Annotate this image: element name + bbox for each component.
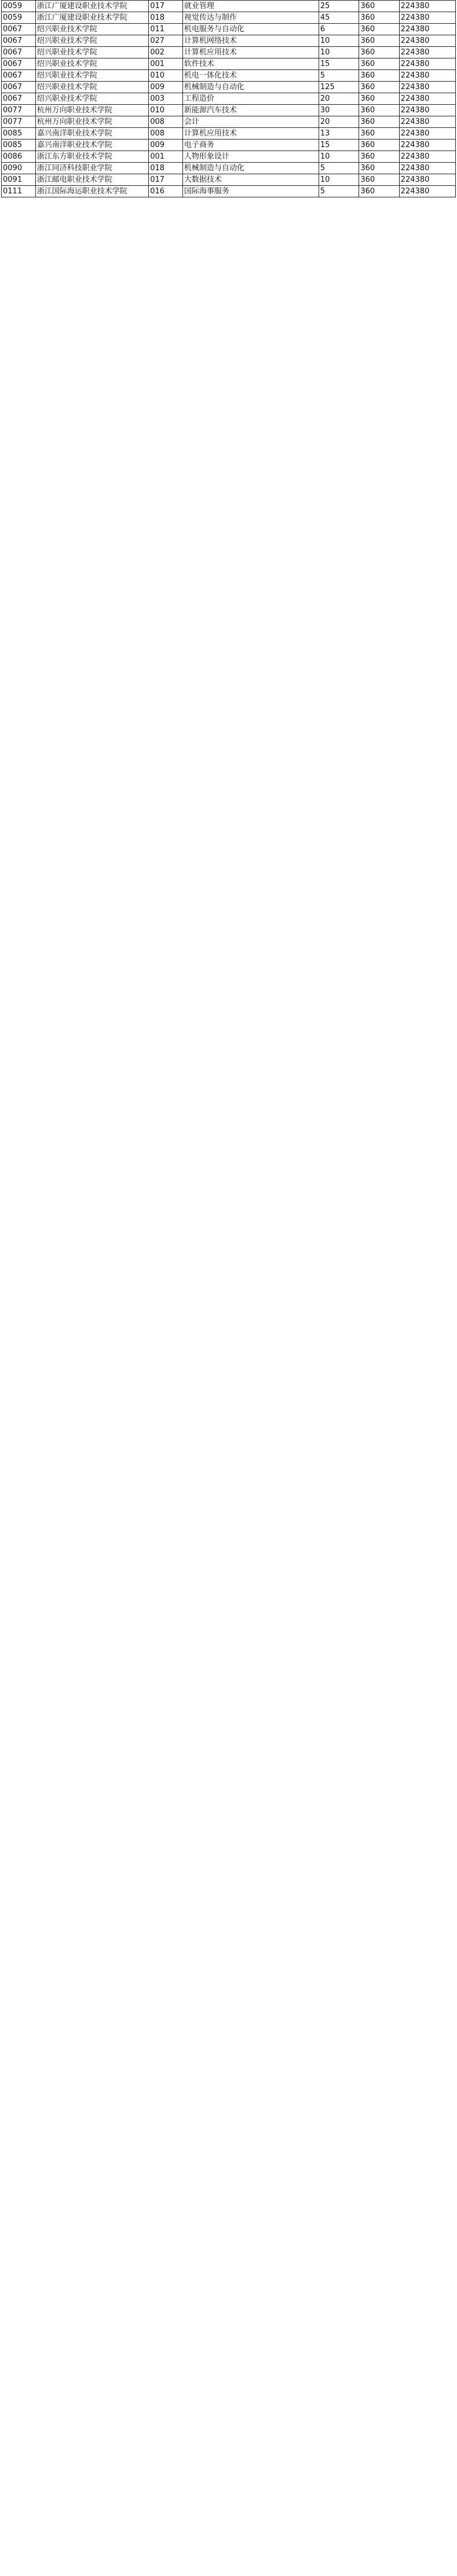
- program-code-cell: 009: [149, 82, 183, 93]
- program-code-cell: 009: [149, 140, 183, 151]
- school-name-cell: 浙江东方职业技术学院: [35, 151, 148, 163]
- plan-count-cell: 13: [319, 128, 359, 140]
- program-name-cell: 机电服务与自动化: [182, 24, 319, 35]
- program-name-cell: 大数据技术: [182, 174, 319, 186]
- school-name-cell: 绍兴职业技术学院: [35, 24, 148, 35]
- table-row: [2, 35, 456, 47]
- min-rank-cell: 224380: [399, 116, 455, 128]
- min-rank-cell: 224380: [399, 12, 455, 24]
- admission-score-table: [1, 0, 456, 197]
- plan-count-cell: 125: [319, 82, 359, 93]
- program-code-cell: 001: [149, 58, 183, 70]
- school-code-cell: 0077: [2, 116, 36, 128]
- min-rank-cell: 224380: [399, 151, 455, 163]
- school-code-cell: 0085: [2, 128, 36, 140]
- program-name-cell: 计算机应用技术: [182, 47, 319, 58]
- min-rank-cell: 224380: [399, 186, 455, 197]
- plan-count-cell: 10: [319, 151, 359, 163]
- school-code-cell: 0067: [2, 24, 36, 35]
- school-name-cell: 绍兴职业技术学院: [35, 58, 148, 70]
- min-rank-cell: 224380: [399, 82, 455, 93]
- plan-count-cell: 30: [319, 105, 359, 116]
- school-name-cell: 浙江广厦建设职业技术学院: [35, 1, 148, 12]
- table-row: [2, 12, 456, 24]
- program-name-cell: 电子商务: [182, 140, 319, 151]
- table-row: [2, 47, 456, 58]
- school-name-cell: 浙江广厦建设职业技术学院: [35, 12, 148, 24]
- table-row: [2, 174, 456, 186]
- plan-count-cell: 10: [319, 35, 359, 47]
- table-row: [2, 93, 456, 105]
- table-row: [2, 105, 456, 116]
- plan-count-cell: 25: [319, 1, 359, 12]
- school-name-cell: 绍兴职业技术学院: [35, 93, 148, 105]
- school-name-cell: 浙江同济科技职业学院: [35, 163, 148, 174]
- school-code-cell: 0059: [2, 12, 36, 24]
- table-row: [2, 82, 456, 93]
- program-code-cell: 002: [149, 47, 183, 58]
- min-rank-cell: 224380: [399, 35, 455, 47]
- min-rank-cell: 224380: [399, 70, 455, 82]
- program-code-cell: 027: [149, 35, 183, 47]
- school-code-cell: 0090: [2, 163, 36, 174]
- min-rank-cell: 224380: [399, 93, 455, 105]
- program-code-cell: 018: [149, 12, 183, 24]
- min-rank-cell: 224380: [399, 58, 455, 70]
- min-score-cell: 360: [359, 116, 399, 128]
- program-name-cell: 人物形象设计: [182, 151, 319, 163]
- school-name-cell: 嘉兴南洋职业技术学院: [35, 128, 148, 140]
- table-row: [2, 140, 456, 151]
- plan-count-cell: 45: [319, 12, 359, 24]
- min-rank-cell: 224380: [399, 140, 455, 151]
- school-code-cell: 0059: [2, 1, 36, 12]
- school-name-cell: 绍兴职业技术学院: [35, 82, 148, 93]
- program-code-cell: 017: [149, 1, 183, 12]
- table-row: [2, 163, 456, 174]
- plan-count-cell: 5: [319, 163, 359, 174]
- min-score-cell: 360: [359, 105, 399, 116]
- school-name-cell: 绍兴职业技术学院: [35, 35, 148, 47]
- plan-count-cell: 6: [319, 24, 359, 35]
- program-code-cell: 017: [149, 174, 183, 186]
- min-rank-cell: 224380: [399, 128, 455, 140]
- school-code-cell: 0067: [2, 82, 36, 93]
- min-score-cell: 360: [359, 70, 399, 82]
- school-code-cell: 0067: [2, 47, 36, 58]
- table-row: [2, 186, 456, 197]
- school-code-cell: 0067: [2, 35, 36, 47]
- plan-count-cell: 5: [319, 186, 359, 197]
- school-name-cell: 绍兴职业技术学院: [35, 47, 148, 58]
- plan-count-cell: 20: [319, 116, 359, 128]
- program-name-cell: 机械制造与自动化: [182, 163, 319, 174]
- table-row: [2, 24, 456, 35]
- school-code-cell: 0085: [2, 140, 36, 151]
- table-row: [2, 151, 456, 163]
- program-name-cell: 视觉传达与制作: [182, 12, 319, 24]
- program-code-cell: 010: [149, 70, 183, 82]
- min-score-cell: 360: [359, 12, 399, 24]
- school-code-cell: 0067: [2, 58, 36, 70]
- program-name-cell: 计算机应用技术: [182, 128, 319, 140]
- min-score-cell: 360: [359, 174, 399, 186]
- school-name-cell: 杭州万向职业技术学院: [35, 105, 148, 116]
- school-code-cell: 0067: [2, 70, 36, 82]
- min-score-cell: 360: [359, 47, 399, 58]
- min-score-cell: 360: [359, 58, 399, 70]
- plan-count-cell: 10: [319, 174, 359, 186]
- school-name-cell: 杭州万向职业技术学院: [35, 116, 148, 128]
- program-name-cell: 会计: [182, 116, 319, 128]
- min-score-cell: 360: [359, 82, 399, 93]
- table-row: [2, 128, 456, 140]
- table-row: [2, 1, 456, 12]
- school-code-cell: 0077: [2, 105, 36, 116]
- school-code-cell: 0111: [2, 186, 36, 197]
- plan-count-cell: 10: [319, 47, 359, 58]
- school-code-cell: 0086: [2, 151, 36, 163]
- plan-count-cell: 15: [319, 140, 359, 151]
- program-code-cell: 011: [149, 24, 183, 35]
- table-row: [2, 70, 456, 82]
- program-name-cell: 软件技术: [182, 58, 319, 70]
- program-name-cell: 新能源汽车技术: [182, 105, 319, 116]
- program-name-cell: 就业管理: [182, 1, 319, 12]
- program-code-cell: 003: [149, 93, 183, 105]
- min-rank-cell: 224380: [399, 1, 455, 12]
- school-name-cell: 浙江邮电职业技术学院: [35, 174, 148, 186]
- min-rank-cell: 224380: [399, 174, 455, 186]
- program-name-cell: 国际海事服务: [182, 186, 319, 197]
- min-score-cell: 360: [359, 24, 399, 35]
- min-rank-cell: 224380: [399, 47, 455, 58]
- min-score-cell: 360: [359, 93, 399, 105]
- program-name-cell: 工程造价: [182, 93, 319, 105]
- program-code-cell: 010: [149, 105, 183, 116]
- school-code-cell: 0091: [2, 174, 36, 186]
- min-rank-cell: 224380: [399, 105, 455, 116]
- plan-count-cell: 20: [319, 93, 359, 105]
- min-score-cell: 360: [359, 1, 399, 12]
- table-body: [2, 1, 456, 197]
- table-row: [2, 58, 456, 70]
- school-name-cell: 绍兴职业技术学院: [35, 70, 148, 82]
- program-name-cell: 计算机网络技术: [182, 35, 319, 47]
- program-code-cell: 008: [149, 116, 183, 128]
- min-rank-cell: 224380: [399, 163, 455, 174]
- min-score-cell: 360: [359, 151, 399, 163]
- program-code-cell: 001: [149, 151, 183, 163]
- program-name-cell: 机械制造与自动化: [182, 82, 319, 93]
- min-score-cell: 360: [359, 163, 399, 174]
- school-name-cell: 嘉兴南洋职业技术学院: [35, 140, 148, 151]
- program-name-cell: 机电一体化技术: [182, 70, 319, 82]
- plan-count-cell: 5: [319, 70, 359, 82]
- school-code-cell: 0067: [2, 93, 36, 105]
- program-code-cell: 016: [149, 186, 183, 197]
- school-name-cell: 浙江国际海运职业技术学院: [35, 186, 148, 197]
- min-score-cell: 360: [359, 35, 399, 47]
- min-rank-cell: 224380: [399, 24, 455, 35]
- plan-count-cell: 15: [319, 58, 359, 70]
- program-code-cell: 018: [149, 163, 183, 174]
- min-score-cell: 360: [359, 140, 399, 151]
- min-score-cell: 360: [359, 186, 399, 197]
- table-row: [2, 116, 456, 128]
- program-code-cell: 008: [149, 128, 183, 140]
- min-score-cell: 360: [359, 128, 399, 140]
